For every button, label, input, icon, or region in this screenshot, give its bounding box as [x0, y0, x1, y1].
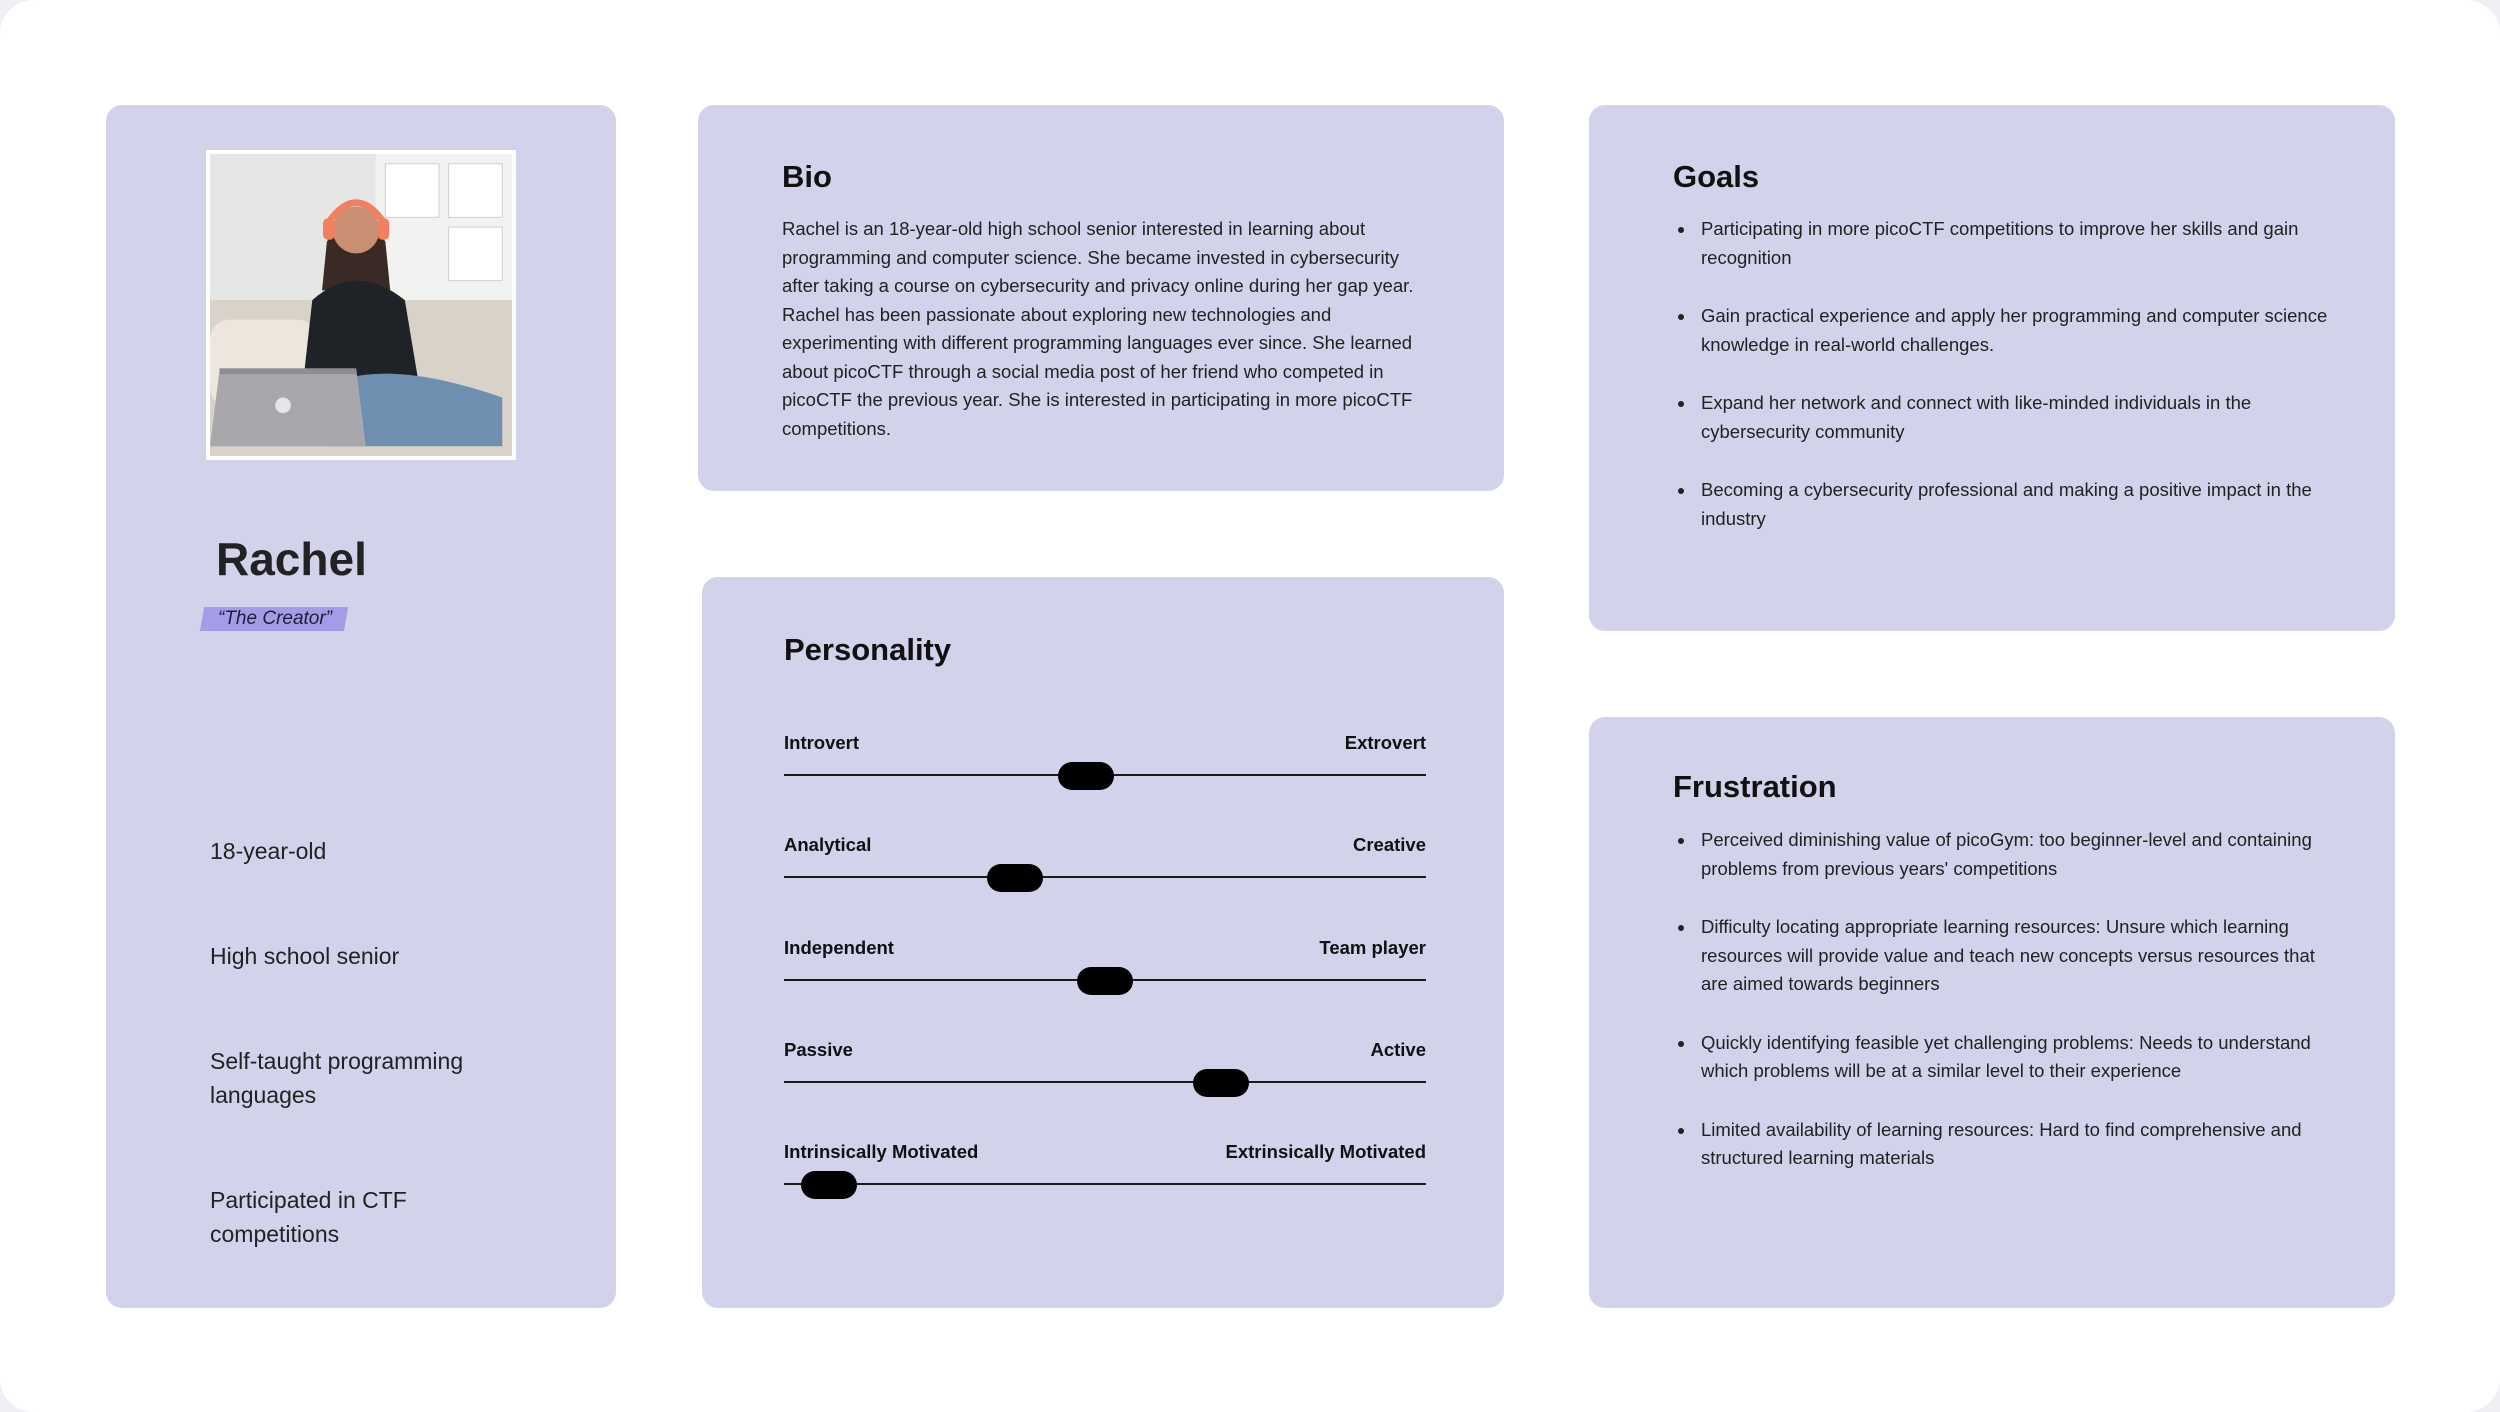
slider-right-label: Team player [1319, 937, 1426, 958]
frustration-item: Difficulty locating appropriate learning resources: Unsure which learning resources will provide value and teach new concepts versus resources that are aimed towards beginners [1673, 913, 2333, 999]
personality-title: Personality [784, 632, 952, 667]
slider-left-label: Intrinsically Motivated [784, 1141, 979, 1162]
persona-name: Rachel [216, 533, 367, 585]
trait-item: Self-taught programming languages [210, 1048, 464, 1108]
slider-knob[interactable] [987, 864, 1043, 892]
goals-title: Goals [1673, 159, 1760, 194]
frustration-list [1673, 826, 2333, 1203]
goal-item: Becoming a cybersecurity professional and making a positive impact in the industry [1673, 476, 2333, 533]
personality-slider [784, 834, 1426, 894]
profile-photo [206, 150, 516, 460]
bio-title: Bio [782, 159, 832, 194]
slider-knob[interactable] [1058, 762, 1114, 790]
slider-knob[interactable] [801, 1171, 857, 1199]
slider-right-label: Extrinsically Motivated [1225, 1141, 1426, 1162]
slider-left-label: Introvert [784, 732, 860, 753]
frustration-card [1589, 717, 2395, 1308]
profile-card [106, 105, 616, 1308]
personality-slider [784, 732, 1426, 792]
slider-knob[interactable] [1193, 1069, 1249, 1097]
slider-track [784, 1183, 1426, 1185]
personality-slider [784, 1141, 1426, 1201]
goal-item: Participating in more picoCTF competitions to improve her skills and gain recognition [1673, 215, 2333, 272]
bio-card [698, 105, 1504, 491]
bio-text: Rachel is an 18-year-old high school senior interested in learning about programming and computer science. She became invested in cybersecurity after taking a course on cybersecurity and privacy online during her gap year. Rachel has been passionate about exploring new technologies and experimenting with different programming languages ever since. She learned about picoCTF through a social media post of her friend who competed in picoCTF the previous year. She is interested in participating in more picoCTF competitions. [782, 218, 1414, 439]
personality-slider [784, 937, 1426, 997]
persona-tagline-text: “The Creator” [218, 608, 333, 629]
personality-slider [784, 1039, 1426, 1099]
slider-right-label: Active [1370, 1039, 1426, 1060]
goal-item: Expand her network and connect with like-minded individuals in the cybersecurity community [1673, 389, 2333, 446]
goal-item: Gain practical experience and apply her programming and computer science knowledge in real-world challenges. [1673, 302, 2333, 359]
slider-track [784, 1081, 1426, 1083]
frustration-item: Quickly identifying feasible yet challenging problems: Needs to understand which problems will be at a similar level to their experience [1673, 1029, 2333, 1086]
trait-item: Participated in CTF competitions [210, 1187, 407, 1247]
slider-knob[interactable] [1077, 967, 1133, 995]
goals-card [1589, 105, 2395, 631]
slider-track [784, 876, 1426, 878]
slider-left-label: Independent [784, 937, 894, 958]
persona-tagline [200, 607, 348, 631]
slider-left-label: Passive [784, 1039, 853, 1060]
frustration-item: Perceived diminishing value of picoGym: too beginner-level and containing problems from previous years' competitions [1673, 826, 2333, 883]
personality-card [702, 577, 1504, 1308]
goals-list [1673, 215, 2333, 563]
frustration-title: Frustration [1673, 769, 1837, 804]
trait-item: 18-year-old [210, 838, 327, 864]
slider-left-label: Analytical [784, 834, 872, 855]
slider-right-label: Extrovert [1344, 732, 1426, 753]
trait-item: High school senior [210, 943, 400, 969]
frustration-item: Limited availability of learning resources: Hard to find comprehensive and structured learning materials [1673, 1116, 2333, 1173]
slider-right-label: Creative [1352, 834, 1426, 855]
